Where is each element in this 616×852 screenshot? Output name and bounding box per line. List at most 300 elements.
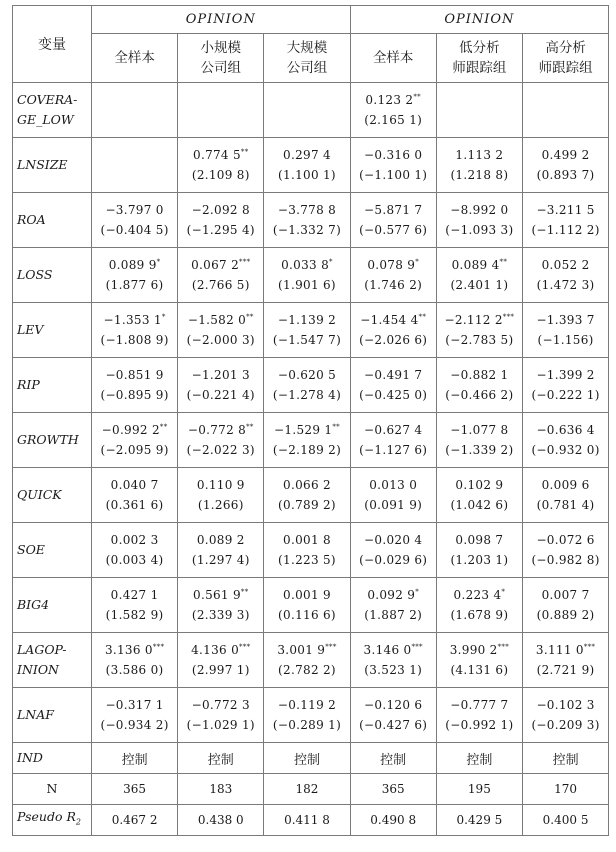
t-statistic: (1.472 3) bbox=[536, 278, 595, 292]
coefficient-cell bbox=[436, 248, 522, 303]
coefficient-value: −1.529 1 bbox=[274, 423, 333, 437]
t-statistic: (−1.127 6) bbox=[359, 443, 428, 457]
coefficient-cell bbox=[436, 523, 522, 578]
t-statistic: (1.877 6) bbox=[105, 278, 164, 292]
significance-stars: ** bbox=[240, 588, 249, 596]
column-header bbox=[178, 34, 264, 83]
column-header bbox=[350, 34, 436, 83]
coefficient-cell bbox=[436, 83, 522, 138]
table-row bbox=[13, 248, 609, 303]
variable-name bbox=[13, 83, 92, 138]
coefficient-value: 3.111 0 bbox=[535, 643, 584, 657]
coefficient-cell bbox=[350, 193, 436, 248]
coefficient-cell bbox=[436, 688, 522, 743]
coefficient-value: −3.797 0 bbox=[105, 203, 164, 217]
variable-name bbox=[13, 523, 92, 578]
coefficient-value: −3.211 5 bbox=[536, 203, 595, 217]
variable-name-line: RIP bbox=[17, 377, 40, 392]
pseudo-value: 0.490 8 bbox=[350, 805, 436, 836]
significance-stars: ** bbox=[240, 148, 249, 156]
coefficient-cell bbox=[350, 413, 436, 468]
t-statistic: (1.678 9) bbox=[450, 608, 509, 622]
table-row bbox=[13, 358, 609, 413]
table-row-n bbox=[13, 774, 609, 805]
coefficient-cell bbox=[264, 633, 350, 688]
table-row bbox=[13, 688, 609, 743]
column-header-line: 低分析 bbox=[459, 40, 500, 56]
variable-name-line: LAGOP- bbox=[17, 642, 67, 657]
coefficient-value: −0.636 4 bbox=[536, 423, 595, 437]
coefficient-value: −1.454 4 bbox=[360, 313, 419, 327]
coefficient-value: −0.777 7 bbox=[450, 698, 509, 712]
t-statistic: (−1.093 3) bbox=[445, 223, 514, 237]
coefficient-value: 0.102 9 bbox=[455, 478, 504, 492]
t-statistic: (1.100 1) bbox=[278, 168, 336, 182]
variable-name-line: GE_LOW bbox=[17, 112, 74, 127]
coefficient-value: 0.089 4 bbox=[451, 258, 500, 272]
group-header-opinion-analyst: OPINION bbox=[350, 6, 609, 34]
coefficient-value: 0.052 2 bbox=[541, 258, 590, 272]
table-row bbox=[13, 523, 609, 578]
t-statistic: (−0.895 9) bbox=[100, 388, 169, 402]
coefficient-value: 0.089 9 bbox=[108, 258, 157, 272]
significance-stars: ** bbox=[418, 313, 427, 321]
t-statistic: (2.997 1) bbox=[191, 663, 250, 677]
coefficient-value: 3.136 0 bbox=[104, 643, 153, 657]
significance-stars: *** bbox=[583, 643, 596, 651]
coefficient-cell bbox=[350, 578, 436, 633]
t-statistic: (−1.339 2) bbox=[445, 443, 514, 457]
variable-name bbox=[13, 688, 92, 743]
t-statistic: (−2.783 5) bbox=[445, 333, 514, 347]
coefficient-cell bbox=[350, 358, 436, 413]
column-header-line: 师跟踪组 bbox=[538, 60, 593, 76]
coefficient-cell bbox=[178, 248, 264, 303]
coefficient-value: 0.223 4 bbox=[453, 588, 502, 602]
variable-name-line: BIG4 bbox=[17, 597, 50, 612]
variable-name bbox=[13, 774, 92, 805]
significance-stars: ** bbox=[413, 93, 421, 101]
t-statistic: (−1.278 4) bbox=[272, 388, 342, 402]
pseudo-value: 0.467 2 bbox=[92, 805, 178, 836]
coefficient-value: −0.020 4 bbox=[364, 533, 423, 547]
coefficient-cell bbox=[350, 688, 436, 743]
coefficient-cell bbox=[350, 83, 436, 138]
coefficient-value: −0.316 0 bbox=[364, 148, 423, 162]
table-row bbox=[13, 303, 609, 358]
ind-value: 控制 bbox=[92, 743, 178, 774]
t-statistic: (0.003 4) bbox=[105, 553, 164, 567]
coefficient-cell bbox=[522, 193, 608, 248]
coefficient-value: −0.851 9 bbox=[105, 368, 164, 382]
t-statistic: (1.223 5) bbox=[278, 553, 336, 567]
t-statistic: (0.789 2) bbox=[278, 498, 336, 512]
significance-stars: ** bbox=[499, 258, 508, 266]
variable-name-line: INION bbox=[17, 662, 59, 677]
column-header-line: 小规模 bbox=[200, 40, 242, 56]
coefficient-cell bbox=[92, 83, 178, 138]
variable-name bbox=[13, 248, 92, 303]
pseudo-value: 0.438 0 bbox=[178, 805, 264, 836]
t-statistic: (1.887 2) bbox=[364, 608, 423, 622]
coefficient-cell bbox=[436, 413, 522, 468]
ind-value: 控制 bbox=[264, 743, 350, 774]
variable-name-line: LNSIZE bbox=[17, 157, 68, 172]
regression-table bbox=[12, 5, 609, 836]
significance-stars: *** bbox=[325, 643, 337, 651]
coefficient-cell bbox=[178, 303, 264, 358]
t-statistic: (2.339 3) bbox=[191, 608, 250, 622]
coefficient-cell bbox=[178, 358, 264, 413]
coefficient-cell bbox=[264, 303, 350, 358]
variable-header: 变量 bbox=[13, 6, 92, 83]
coefficient-cell bbox=[92, 688, 178, 743]
significance-stars: ** bbox=[246, 313, 254, 321]
t-statistic: (3.523 1) bbox=[364, 663, 423, 677]
column-header bbox=[264, 34, 350, 83]
t-statistic: (−1.547 7) bbox=[272, 333, 342, 347]
coefficient-cell bbox=[522, 138, 608, 193]
pseudo-value: 0.429 5 bbox=[436, 805, 522, 836]
significance-stars: ** bbox=[332, 423, 340, 431]
coefficient-cell bbox=[436, 468, 522, 523]
t-statistic: (−0.221 4) bbox=[186, 388, 255, 402]
coefficient-value: −0.772 8 bbox=[187, 423, 247, 437]
coefficient-value: 0.013 0 bbox=[369, 478, 418, 492]
t-statistic: (0.361 6) bbox=[105, 498, 164, 512]
t-statistic: (−0.992 1) bbox=[445, 718, 514, 732]
t-statistic: (−0.289 1) bbox=[272, 718, 342, 732]
coefficient-cell bbox=[522, 688, 608, 743]
variable-name-line: GROWTH bbox=[17, 432, 79, 447]
significance-stars: *** bbox=[152, 643, 165, 651]
significance-stars: * bbox=[161, 313, 166, 321]
n-value: 365 bbox=[92, 774, 178, 805]
coefficient-cell bbox=[178, 578, 264, 633]
table-row bbox=[13, 578, 609, 633]
t-statistic: (3.586 0) bbox=[105, 663, 164, 677]
column-header-line: 全样本 bbox=[372, 50, 414, 66]
coefficient-value: 0.499 2 bbox=[541, 148, 590, 162]
coefficient-cell bbox=[92, 248, 178, 303]
variable-name bbox=[13, 578, 92, 633]
coefficient-cell bbox=[522, 468, 608, 523]
coefficient-cell bbox=[92, 138, 178, 193]
variable-name-line: QUICK bbox=[17, 487, 62, 502]
column-header bbox=[92, 34, 178, 83]
variable-name bbox=[13, 193, 92, 248]
t-statistic: (0.091 9) bbox=[364, 498, 423, 512]
column-header-line: 全样本 bbox=[114, 50, 155, 66]
t-statistic: (2.766 5) bbox=[191, 278, 250, 292]
t-statistic: (2.401 1) bbox=[450, 278, 509, 292]
column-header-line: 高分析 bbox=[545, 40, 586, 56]
coefficient-value: 0.297 4 bbox=[283, 148, 331, 162]
t-statistic: (−1.112 2) bbox=[531, 223, 600, 237]
variable-name-text: IND bbox=[17, 750, 43, 765]
coefficient-cell bbox=[264, 248, 350, 303]
coefficient-cell bbox=[178, 523, 264, 578]
coefficient-value: −0.992 2 bbox=[101, 423, 160, 437]
t-statistic: (1.901 6) bbox=[278, 278, 336, 292]
table-row bbox=[13, 468, 609, 523]
t-statistic: (−0.932 0) bbox=[531, 443, 600, 457]
variable-name bbox=[13, 413, 92, 468]
n-value: 195 bbox=[436, 774, 522, 805]
variable-name bbox=[13, 303, 92, 358]
coefficient-cell bbox=[92, 358, 178, 413]
t-statistic: (1.297 4) bbox=[191, 553, 250, 567]
variable-name bbox=[13, 743, 92, 774]
coefficient-cell bbox=[522, 578, 608, 633]
variable-name-line: SOE bbox=[17, 542, 45, 557]
variable-name bbox=[13, 358, 92, 413]
t-statistic: (2.782 2) bbox=[278, 663, 336, 677]
coefficient-cell bbox=[178, 468, 264, 523]
coefficient-value: 1.113 2 bbox=[455, 148, 504, 162]
variable-name bbox=[13, 633, 92, 688]
coefficient-value: −5.871 7 bbox=[364, 203, 423, 217]
coefficient-cell bbox=[522, 248, 608, 303]
coefficient-value: −3.778 8 bbox=[277, 203, 337, 217]
variable-name-text: Pseudo R bbox=[17, 809, 76, 825]
coefficient-value: −0.072 6 bbox=[536, 533, 595, 547]
coefficient-value: 0.067 2 bbox=[191, 258, 240, 272]
coefficient-value: −0.317 1 bbox=[105, 698, 164, 712]
coefficient-cell bbox=[92, 303, 178, 358]
coefficient-cell bbox=[264, 523, 350, 578]
coefficient-value: 0.001 8 bbox=[283, 533, 331, 547]
t-statistic: (−1.332 7) bbox=[272, 223, 342, 237]
t-statistic: (−2.026 6) bbox=[359, 333, 428, 347]
t-statistic: (−0.209 3) bbox=[531, 718, 600, 732]
significance-stars: *** bbox=[411, 643, 423, 651]
coefficient-value: 0.040 7 bbox=[110, 478, 159, 492]
significance-stars: *** bbox=[502, 313, 515, 321]
coefficient-cell bbox=[436, 193, 522, 248]
column-header-line: 大规模 bbox=[286, 40, 328, 56]
coefficient-value: −2.112 2 bbox=[444, 313, 503, 327]
coefficient-cell bbox=[436, 138, 522, 193]
t-statistic: (−0.404 5) bbox=[100, 223, 169, 237]
column-header-line: 公司组 bbox=[286, 60, 328, 76]
coefficient-cell bbox=[264, 468, 350, 523]
variable-name-line: LOSS bbox=[17, 267, 53, 282]
coefficient-value: −0.620 5 bbox=[277, 368, 337, 382]
table-row-pseudo bbox=[13, 805, 609, 836]
coefficient-cell bbox=[264, 413, 350, 468]
coefficient-value: −1.077 8 bbox=[450, 423, 509, 437]
coefficient-cell bbox=[178, 688, 264, 743]
t-statistic: (0.781 4) bbox=[536, 498, 595, 512]
coefficient-cell bbox=[92, 468, 178, 523]
coefficient-value: 0.110 9 bbox=[196, 478, 245, 492]
coefficient-cell bbox=[436, 358, 522, 413]
variable-name-text: N bbox=[46, 781, 58, 796]
t-statistic: (−1.100 1) bbox=[359, 168, 428, 182]
significance-stars: *** bbox=[239, 258, 251, 266]
n-value: 183 bbox=[178, 774, 264, 805]
t-statistic: (2.721 9) bbox=[536, 663, 595, 677]
table-row-ind bbox=[13, 743, 609, 774]
coefficient-cell bbox=[178, 633, 264, 688]
significance-stars: * bbox=[329, 258, 333, 266]
t-statistic: (0.889 2) bbox=[536, 608, 595, 622]
ind-value: 控制 bbox=[522, 743, 608, 774]
coefficient-cell bbox=[264, 578, 350, 633]
ind-value: 控制 bbox=[350, 743, 436, 774]
variable-name-subscript: 2 bbox=[75, 817, 81, 827]
significance-stars: * bbox=[156, 258, 161, 266]
significance-stars: *** bbox=[497, 643, 510, 651]
coefficient-cell bbox=[178, 193, 264, 248]
n-value: 365 bbox=[350, 774, 436, 805]
coefficient-cell bbox=[92, 413, 178, 468]
t-statistic: (−0.425 0) bbox=[359, 388, 428, 402]
column-header-line: 师跟踪组 bbox=[452, 60, 507, 76]
coefficient-cell bbox=[522, 83, 608, 138]
coefficient-cell bbox=[264, 688, 350, 743]
coefficient-cell bbox=[436, 578, 522, 633]
ind-value: 控制 bbox=[436, 743, 522, 774]
coefficient-value: −0.772 3 bbox=[191, 698, 250, 712]
t-statistic: (−0.577 6) bbox=[359, 223, 428, 237]
table-row bbox=[13, 413, 609, 468]
t-statistic: (−0.222 1) bbox=[531, 388, 600, 402]
regression-table-container bbox=[12, 5, 608, 836]
t-statistic: (−2.000 3) bbox=[186, 333, 255, 347]
coefficient-cell bbox=[350, 138, 436, 193]
t-statistic: (−2.189 2) bbox=[272, 443, 342, 457]
coefficient-cell bbox=[522, 413, 608, 468]
coefficient-cell bbox=[264, 358, 350, 413]
coefficient-cell bbox=[178, 138, 264, 193]
significance-stars: ** bbox=[159, 423, 168, 431]
coefficient-cell bbox=[350, 248, 436, 303]
coefficient-cell bbox=[436, 633, 522, 688]
coefficient-value: −1.399 2 bbox=[536, 368, 595, 382]
t-statistic: (2.109 8) bbox=[191, 168, 250, 182]
t-statistic: (0.893 7) bbox=[536, 168, 595, 182]
pseudo-value: 0.400 5 bbox=[522, 805, 608, 836]
coefficient-cell bbox=[522, 523, 608, 578]
coefficient-value: −0.491 7 bbox=[364, 368, 423, 382]
t-statistic: (−1.295 4) bbox=[186, 223, 255, 237]
t-statistic: (−0.029 6) bbox=[359, 553, 428, 567]
table-row bbox=[13, 633, 609, 688]
coefficient-cell bbox=[92, 523, 178, 578]
t-statistic: (1.042 6) bbox=[450, 498, 509, 512]
t-statistic: (0.116 6) bbox=[278, 608, 336, 622]
coefficient-value: 0.009 6 bbox=[541, 478, 590, 492]
coefficient-value: 0.001 9 bbox=[283, 588, 331, 602]
table-row bbox=[13, 138, 609, 193]
coefficient-value: −2.092 8 bbox=[191, 203, 250, 217]
coefficient-value: −1.139 2 bbox=[277, 313, 337, 327]
coefficient-value: 0.007 7 bbox=[541, 588, 590, 602]
coefficient-value: −1.201 3 bbox=[191, 368, 250, 382]
coefficient-value: 4.136 0 bbox=[191, 643, 240, 657]
coefficient-value: −0.882 1 bbox=[450, 368, 509, 382]
coefficient-value: 0.066 2 bbox=[283, 478, 331, 492]
coefficient-value: 0.561 9 bbox=[193, 588, 241, 602]
significance-stars: * bbox=[415, 588, 420, 596]
t-statistic: (1.266) bbox=[197, 498, 244, 512]
column-header bbox=[436, 34, 522, 83]
coefficient-value: 3.001 9 bbox=[277, 643, 326, 657]
coefficient-value: 0.092 9 bbox=[367, 588, 416, 602]
variable-name bbox=[13, 468, 92, 523]
n-value: 170 bbox=[522, 774, 608, 805]
coefficient-cell bbox=[178, 413, 264, 468]
coefficient-cell bbox=[522, 633, 608, 688]
table-row bbox=[13, 83, 609, 138]
pseudo-value: 0.411 8 bbox=[264, 805, 350, 836]
t-statistic: (1.746 2) bbox=[364, 278, 423, 292]
coefficient-cell bbox=[92, 578, 178, 633]
column-header-line: 公司组 bbox=[200, 60, 242, 76]
variable-name bbox=[13, 805, 92, 836]
coefficient-cell bbox=[264, 83, 350, 138]
coefficient-value: 0.774 5 bbox=[193, 148, 241, 162]
variable-name-line: LNAF bbox=[17, 707, 54, 722]
coefficient-value: −0.120 6 bbox=[364, 698, 423, 712]
t-statistic: (−0.466 2) bbox=[445, 388, 514, 402]
t-statistic: (−0.982 8) bbox=[531, 553, 600, 567]
t-statistic: (4.131 6) bbox=[450, 663, 509, 677]
variable-name-line: ROA bbox=[17, 212, 46, 227]
coefficient-cell bbox=[178, 83, 264, 138]
coefficient-value: 3.990 2 bbox=[449, 643, 498, 657]
coefficient-cell bbox=[350, 523, 436, 578]
t-statistic: (−1.808 9) bbox=[100, 333, 169, 347]
coefficient-value: −0.627 4 bbox=[364, 423, 423, 437]
n-value: 182 bbox=[264, 774, 350, 805]
coefficient-cell bbox=[350, 633, 436, 688]
coefficient-cell bbox=[264, 138, 350, 193]
t-statistic: (−1.156) bbox=[537, 333, 594, 347]
coefficient-cell bbox=[522, 358, 608, 413]
coefficient-cell bbox=[350, 303, 436, 358]
significance-stars: *** bbox=[239, 643, 251, 651]
significance-stars: * bbox=[415, 258, 420, 266]
t-statistic: (−1.029 1) bbox=[186, 718, 255, 732]
coefficient-cell bbox=[92, 633, 178, 688]
t-statistic: (−0.427 6) bbox=[359, 718, 428, 732]
t-statistic: (1.203 1) bbox=[450, 553, 509, 567]
t-statistic: (−0.934 2) bbox=[100, 718, 169, 732]
coefficient-cell bbox=[522, 303, 608, 358]
t-statistic: (2.165 1) bbox=[364, 113, 423, 127]
coefficient-cell bbox=[264, 193, 350, 248]
variable-name-line: COVERA- bbox=[17, 92, 78, 107]
coefficient-value: 0.033 8 bbox=[281, 258, 330, 272]
coefficient-value: −1.393 7 bbox=[536, 313, 595, 327]
variable-name bbox=[13, 138, 92, 193]
coefficient-value: −0.119 2 bbox=[277, 698, 337, 712]
table-row bbox=[13, 193, 609, 248]
variable-name-line: LEV bbox=[17, 322, 44, 337]
coefficient-value: −1.353 1 bbox=[103, 313, 162, 327]
ind-value: 控制 bbox=[178, 743, 264, 774]
coefficient-value: 0.002 3 bbox=[110, 533, 159, 547]
coefficient-value: −8.992 0 bbox=[450, 203, 509, 217]
significance-stars: * bbox=[501, 588, 506, 596]
significance-stars: ** bbox=[246, 423, 254, 431]
t-statistic: (−2.095 9) bbox=[100, 443, 169, 457]
group-header-opinion-size: OPINION bbox=[92, 6, 351, 34]
column-header bbox=[522, 34, 608, 83]
